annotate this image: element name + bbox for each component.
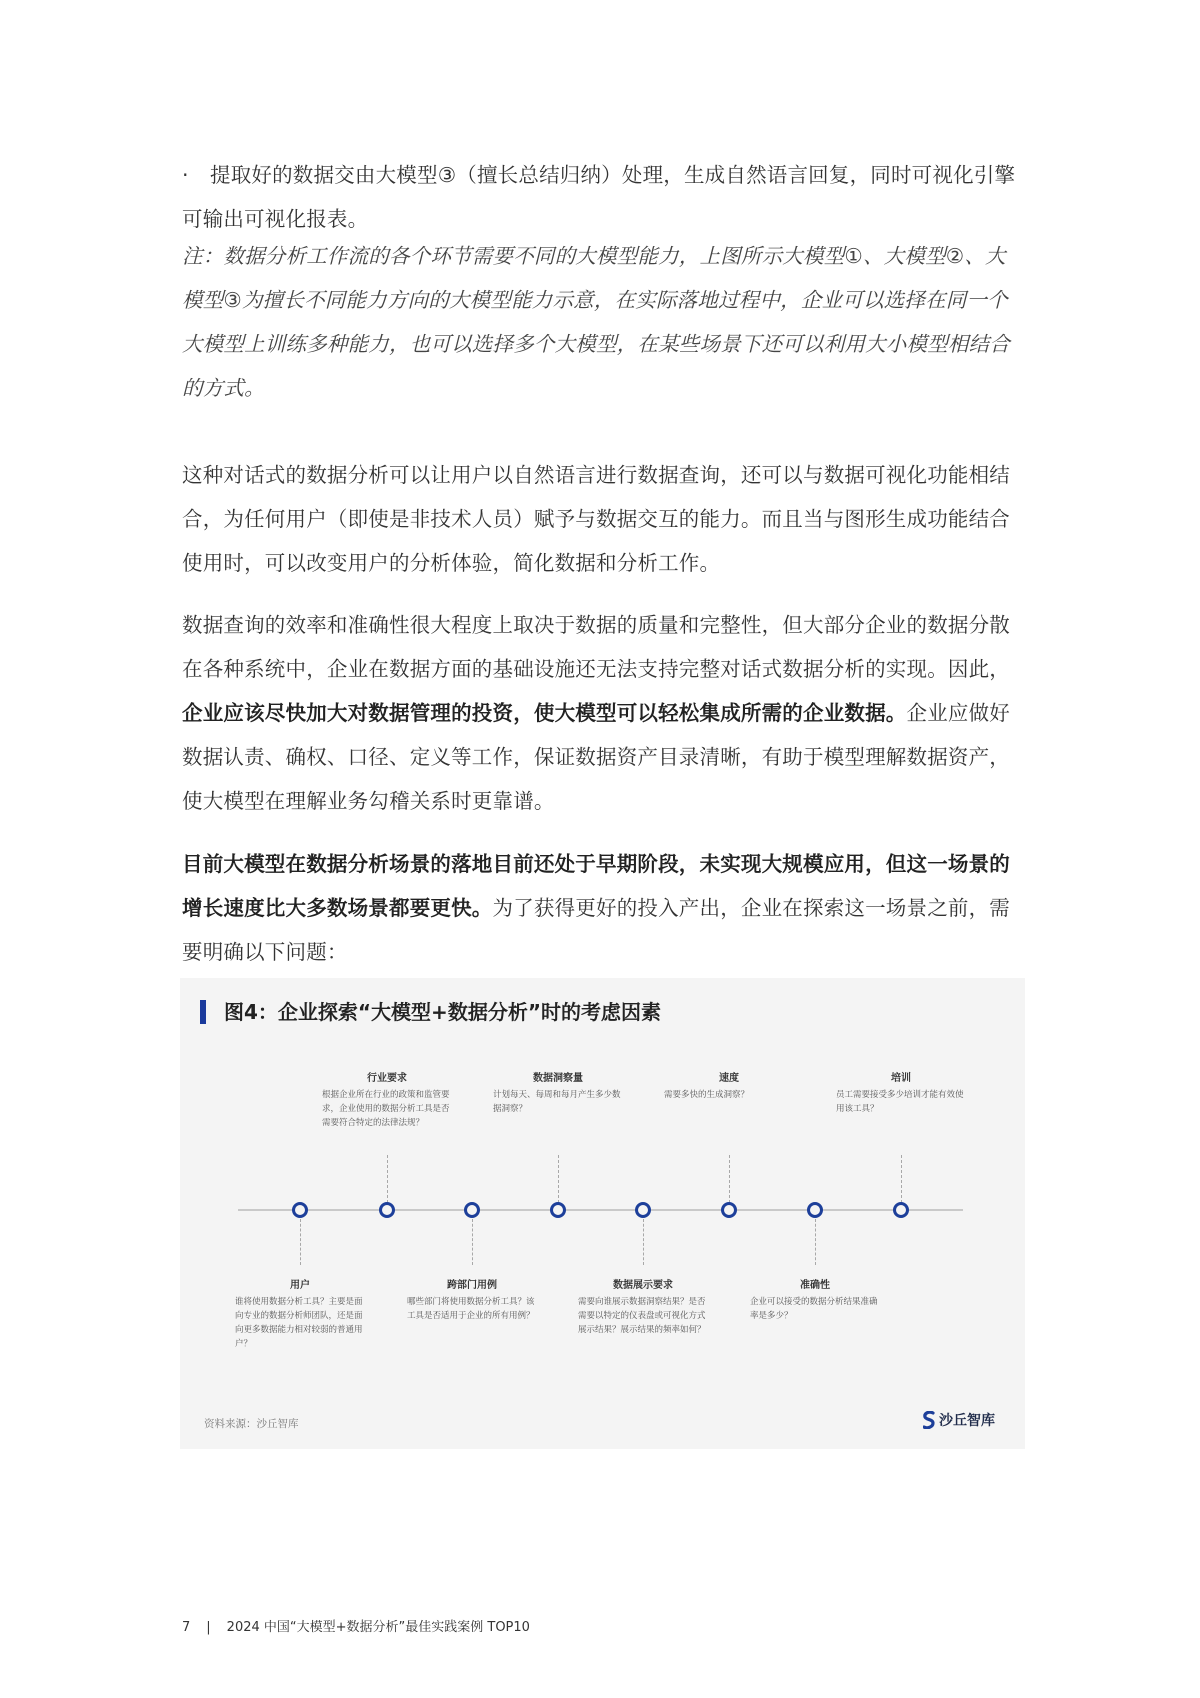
timeline-label-text: 根据企业所在行业的政策和监管要求，企业使用的数据分析工具是否需要符合特定的法律法规？ bbox=[322, 1090, 450, 1128]
timeline-label-title: 用户 bbox=[290, 1280, 310, 1291]
figure-title bbox=[200, 998, 661, 1026]
timeline-label-text: 哪些部门将使用数据分析工具？该工具是否适用于企业的所有用例？ bbox=[407, 1297, 535, 1321]
figure-title-text: 图4：企业探索“大模型+数据分析”时的考虑因素 bbox=[224, 1000, 661, 1024]
p2-text-end: 企业应做好数据认责、确权、口径、定义等工作，保证数据资产目录清晰，有助于模型理解数据资产，使大模型在理解业务勾稽关系时更靠谱。 bbox=[182, 701, 1010, 813]
timeline-node bbox=[292, 1202, 308, 1218]
timeline-connector bbox=[300, 1219, 301, 1265]
timeline-label-text: 计划每天、每周和每月产生多少数据洞察？ bbox=[493, 1090, 621, 1114]
timeline-connector bbox=[815, 1219, 816, 1265]
timeline-label bbox=[664, 1072, 794, 1102]
note-paragraph: 注：数据分析工作流的各个环节需要不同的大模型能力，上图所示大模型①、大模型②、大模型③为擅长不同能力方向的大模型能力示意，在实际落地过程中，企业可以选择在同一个大模型上训练多种能力，也可以选择多个大模型，在某些场景下还可以利用大小模型相结合的方式。 bbox=[182, 244, 1010, 400]
timeline-node bbox=[635, 1202, 651, 1218]
body-paragraph-1: 这种对话式的数据分析可以让用户以自然语言进行数据查询，还可以与数据可视化功能相结合，为任何用户（即使是非技术人员）赋予与数据交互的能力。而且当与图形生成功能结合使用时，可以改变用户的分析体验，简化数据和分析工作。 bbox=[182, 463, 1010, 575]
timeline-node bbox=[379, 1202, 395, 1218]
page-footer bbox=[182, 1616, 530, 1635]
timeline-connector bbox=[643, 1219, 644, 1265]
timeline-label-text: 员工需要接受多少培训才能有效使用该工具？ bbox=[836, 1090, 964, 1114]
timeline-label bbox=[836, 1072, 966, 1116]
footer-title: 2024 中国“大模型+数据分析”最佳实践案例 TOP10 bbox=[226, 1620, 530, 1635]
timeline-label-text: 需要多快的生成洞察？ bbox=[664, 1090, 750, 1100]
brand-logo bbox=[923, 1410, 995, 1430]
timeline-label-text: 需要向谁展示数据洞察结果？是否需要以特定的仪表盘或可视化方式展示结果？展示结果的频率如何？ bbox=[578, 1297, 706, 1335]
timeline-label bbox=[750, 1279, 880, 1323]
title-accent-bar bbox=[200, 1000, 206, 1024]
timeline-label-title: 数据展示要求 bbox=[613, 1280, 673, 1291]
timeline-node bbox=[550, 1202, 566, 1218]
logo-text: 沙丘智库 bbox=[939, 1413, 995, 1429]
timeline-connector bbox=[729, 1155, 730, 1203]
body-paragraph-3 bbox=[182, 842, 1022, 974]
bullet-paragraph bbox=[182, 153, 1022, 241]
timeline-label-title: 行业要求 bbox=[367, 1073, 407, 1084]
timeline-label bbox=[407, 1279, 537, 1323]
timeline-axis bbox=[238, 1209, 963, 1211]
body-paragraph-2 bbox=[182, 603, 1022, 823]
timeline-label-title: 准确性 bbox=[800, 1280, 830, 1291]
timeline-label-title: 培训 bbox=[891, 1073, 911, 1084]
timeline-node bbox=[464, 1202, 480, 1218]
timeline-label bbox=[235, 1279, 365, 1351]
timeline-node bbox=[807, 1202, 823, 1218]
timeline-label-title: 数据洞察量 bbox=[533, 1073, 583, 1084]
timeline-label bbox=[493, 1072, 623, 1116]
timeline-label-title: 跨部门用例 bbox=[447, 1280, 497, 1291]
p3-text: 为了获得更好的投入产出，企业在探索这一场景之前，需要明确以下问题： bbox=[182, 896, 1010, 964]
p2-text: 数据查询的效率和准确性很大程度上取决于数据的质量和完整性，但大部分企业的数据分散在各种系统中，企业在数据方面的基础设施还无法支持完整对话式数据分析的实现。因此， bbox=[182, 613, 1010, 681]
p2-bold-text: 企业应该尽快加大对数据管理的投资，使大模型可以轻松集成所需的企业数据。 bbox=[182, 701, 907, 725]
timeline-connector bbox=[387, 1155, 388, 1203]
timeline-connector bbox=[901, 1155, 902, 1203]
timeline-connector bbox=[472, 1219, 473, 1265]
timeline-node bbox=[721, 1202, 737, 1218]
timeline-label bbox=[322, 1072, 452, 1130]
figure-panel bbox=[180, 978, 1025, 1449]
timeline-label-text: 谁将使用数据分析工具？主要是面向专业的数据分析师团队，还是面向更多数据能力相对较弱的普通用户？ bbox=[235, 1297, 363, 1349]
page-number: 7 bbox=[182, 1620, 191, 1635]
timeline-node bbox=[893, 1202, 909, 1218]
timeline-label-title: 速度 bbox=[719, 1073, 739, 1084]
timeline-label bbox=[578, 1279, 708, 1337]
logo-s-icon bbox=[923, 1411, 935, 1429]
bullet-marker: · bbox=[182, 163, 189, 187]
bullet-text: 提取好的数据交由大模型③（擅长总结归纳）处理，生成自然语言回复，同时可视化引擎可输出可视化报表。 bbox=[182, 163, 1016, 231]
footer-separator: | bbox=[206, 1620, 211, 1635]
source-note: 资料来源：沙丘智库 bbox=[204, 1418, 299, 1430]
p3-bold-text: 目前大模型在数据分析场景的落地目前还处于早期阶段，未实现大规模应用，但这一场景的增长速度比大多数场景都要更快。 bbox=[182, 852, 1010, 920]
timeline-label-text: 企业可以接受的数据分析结果准确率是多少？ bbox=[750, 1297, 878, 1321]
timeline-connector bbox=[558, 1155, 559, 1203]
